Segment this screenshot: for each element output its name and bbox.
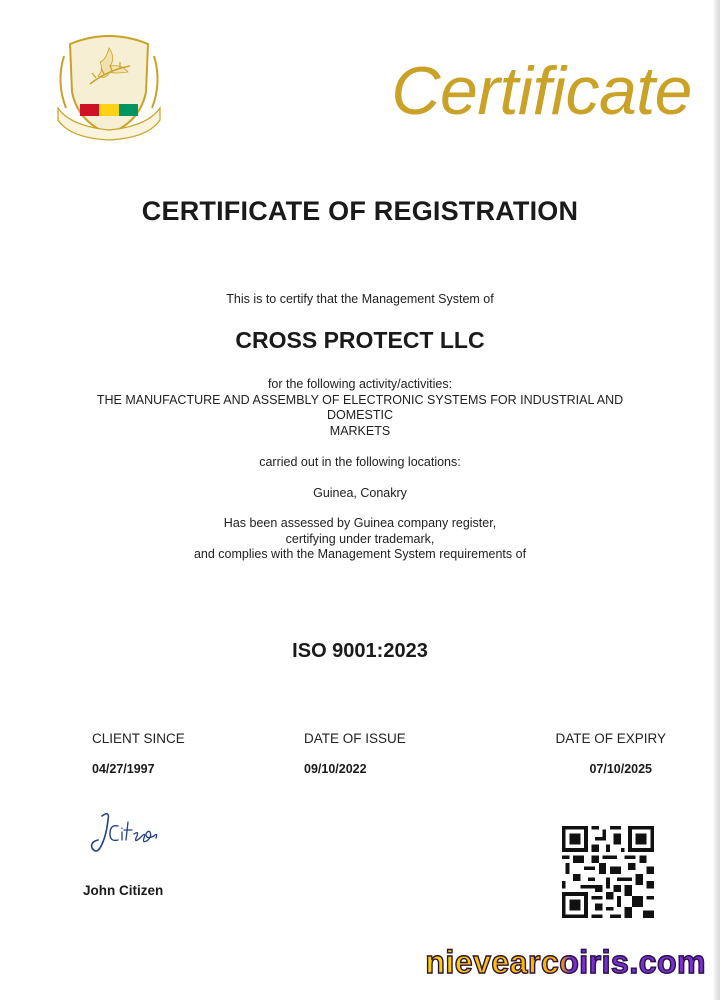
signer-name: John Citizen (83, 883, 164, 898)
issue-label: DATE OF ISSUE (304, 731, 406, 746)
activity-intro: for the following activity/activities: (267, 377, 453, 391)
watermark-text: nievearcoiris.com (425, 944, 706, 980)
coat-of-arms-icon (50, 26, 168, 144)
assessment-line: and complies with the Management System requirements of (193, 547, 527, 561)
qr-code-icon[interactable] (562, 826, 654, 918)
issue-value: 09/10/2022 (304, 762, 367, 776)
certify-intro: This is to certify that the Management System of (226, 292, 494, 306)
activity-line: MARKETS (329, 423, 391, 438)
certificate-heading-word: Certificate (391, 53, 692, 129)
client-since-value: 04/27/1997 (92, 762, 155, 776)
client-since-label: CLIENT SINCE (92, 731, 185, 746)
expiry-label: DATE OF EXPIRY (555, 731, 666, 746)
expiry-value: 07/10/2025 (589, 762, 653, 776)
date-of-expiry (555, 731, 666, 776)
locations-intro: carried out in the following locations: (259, 455, 461, 469)
assessment-line: certifying under trademark, (285, 531, 435, 546)
client-since (92, 731, 185, 776)
date-of-issue (304, 731, 406, 776)
activity-line: THE MANUFACTURE AND ASSEMBLY OF ELECTRONIC SYSTEMS FOR INDUSTRIAL AND (96, 392, 624, 407)
iso-standard: ISO 9001:2023 (292, 640, 428, 662)
certificate-title: CERTIFICATE OF REGISTRATION (141, 196, 579, 226)
assessment-block (0, 516, 720, 563)
activity-block (0, 377, 720, 439)
dates-row (92, 731, 666, 781)
company-name: CROSS PROTECT LLC (235, 327, 485, 353)
location: Guinea, Conakry (313, 486, 407, 500)
activity-line: DOMESTIC (327, 408, 393, 422)
assessment-line: Has been assessed by Guinea company register, (223, 516, 497, 530)
signature-icon (88, 806, 168, 860)
